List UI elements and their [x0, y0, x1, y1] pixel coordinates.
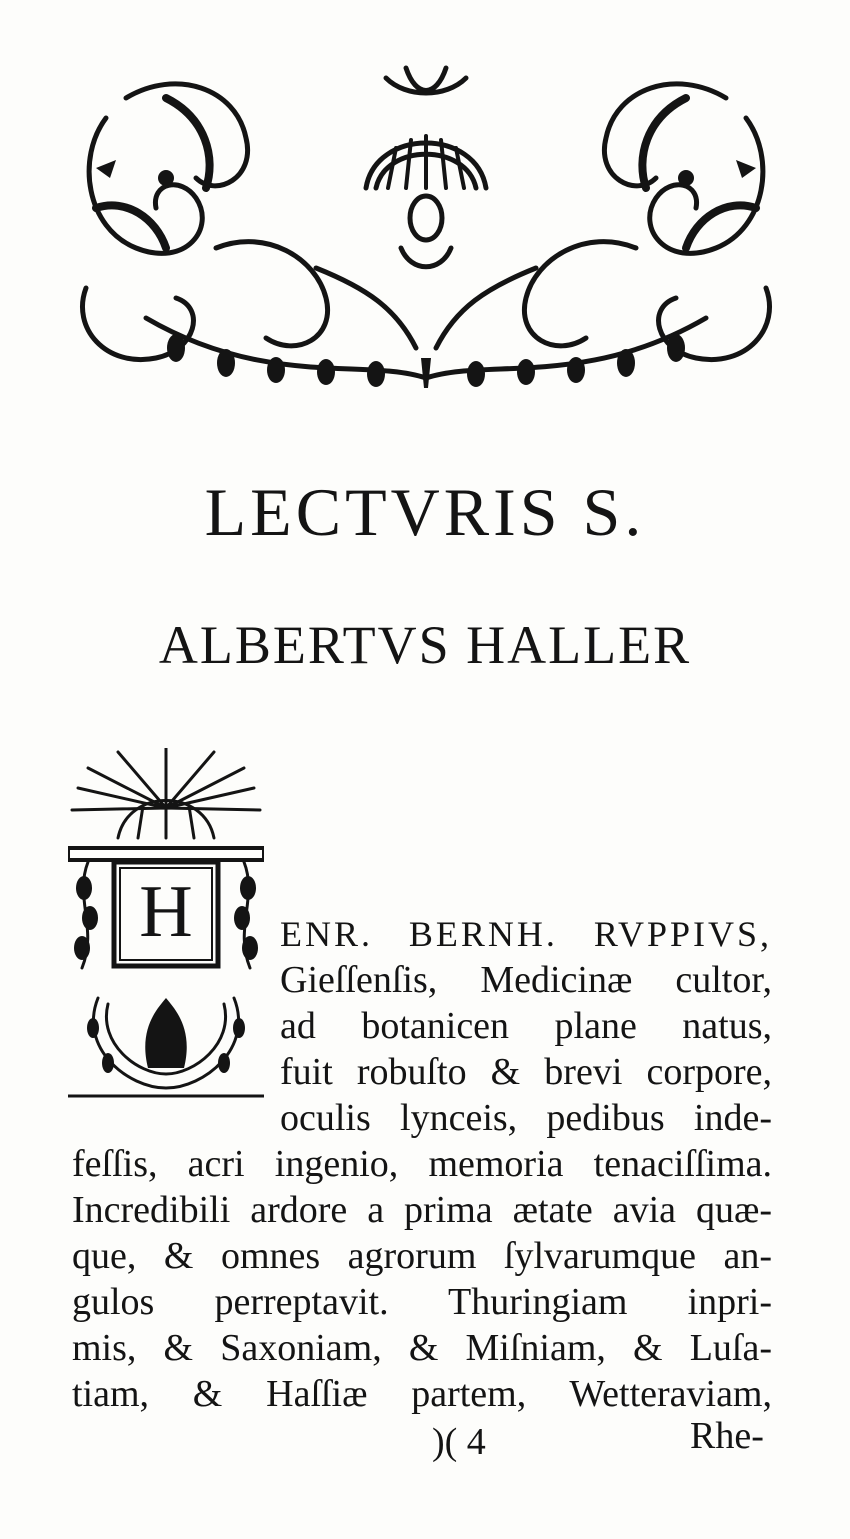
catchword: Rhe-: [690, 1415, 764, 1457]
text-line: ad botanicen plane natus,: [280, 1005, 772, 1047]
text-line: oculis lynceis, pedibus inde-: [280, 1097, 772, 1139]
text-line: feſſis, acri ingenio, memoria tenaciſſima.: [72, 1143, 772, 1185]
text-line: fuit robuſto & brevi corpore,: [280, 1051, 772, 1093]
text-line: gulos perreptavit. Thuringiam inpri-: [72, 1281, 772, 1323]
text-line: que, & omnes agrorum ſylvarumque an-: [72, 1235, 772, 1277]
text-line: ENR. BERNH. RVPPIVS,: [280, 914, 772, 954]
author-name: ALBERTVS HALLER: [158, 615, 692, 675]
text-line: Gieſſenſis, Medicinæ cultor,: [280, 959, 772, 1001]
text-line: mis, & Saxoniam, & Miſniam, & Luſa-: [72, 1327, 772, 1369]
decorated-initial: [68, 748, 264, 1100]
signature-mark: )( 4: [432, 1421, 486, 1463]
text-line: tiam, & Haſſiæ partem, Wetteraviam,: [72, 1373, 772, 1415]
ornamental-headpiece: [66, 58, 786, 388]
page-title: LECTVRIS S.: [204, 474, 646, 550]
text-line: Incredibili ardore a prima ætate avia quæ-: [72, 1189, 772, 1231]
drop-cap-letter: H: [139, 871, 193, 953]
